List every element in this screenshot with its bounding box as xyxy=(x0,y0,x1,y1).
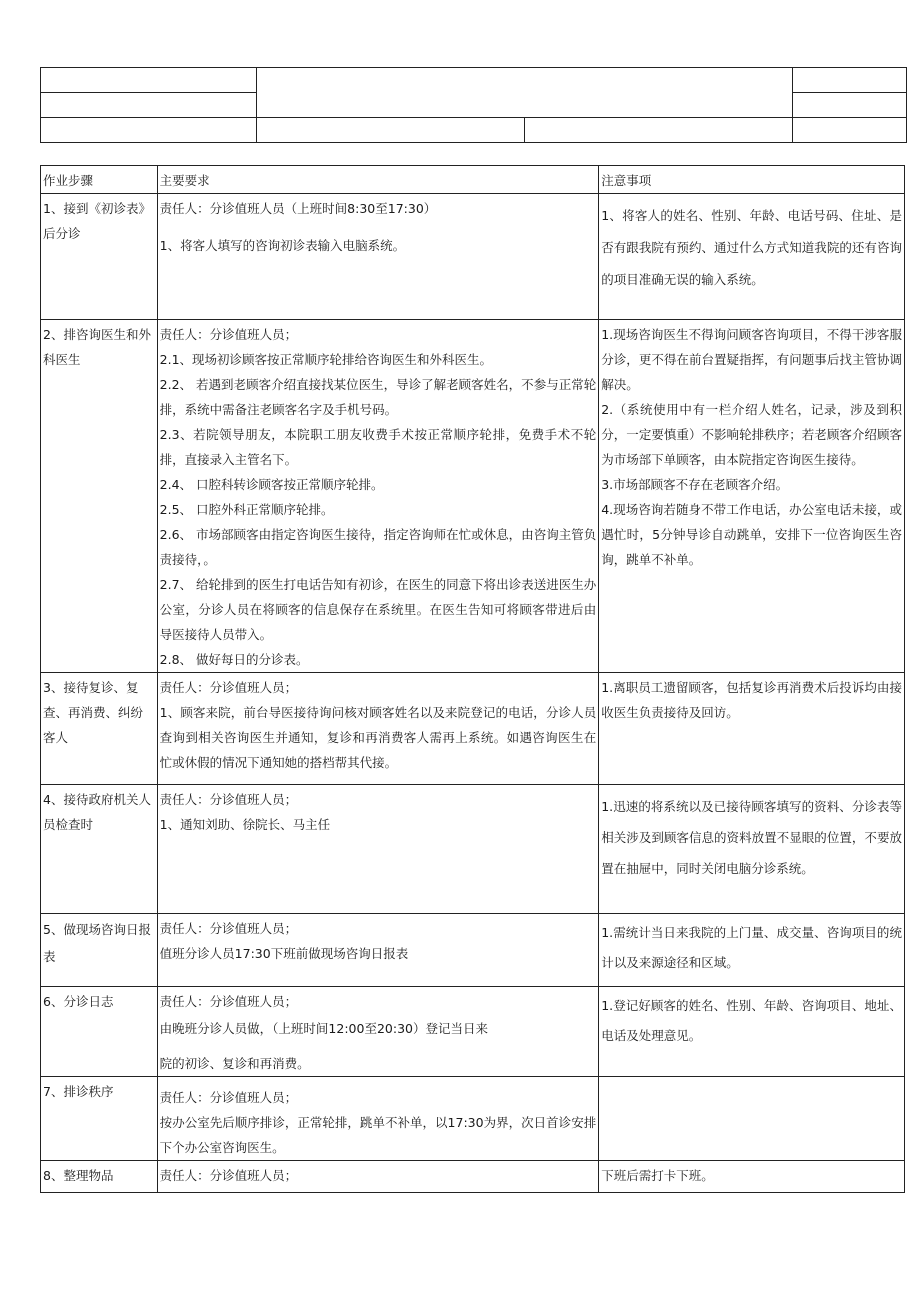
header-cell xyxy=(41,118,257,143)
procedure-table xyxy=(40,165,905,1193)
notes-cell: 1.需统计当日来我院的上门量、成交量、咨询项目的统计以及来源途径和区域。 xyxy=(599,914,905,987)
header-block xyxy=(40,67,907,143)
step-cell: 2、排咨询医生和外科医生 xyxy=(41,320,158,673)
header-cell xyxy=(793,93,907,118)
requirements-cell: 责任人：分诊值班人员（上班时间8:30至17:30） 1、将客人填写的咨询初诊表输入电脑系统。 xyxy=(157,194,599,320)
notes-cell xyxy=(599,1077,905,1161)
notes-cell: 1.现场咨询医生不得询问顾客咨询项目，不得干涉客服分诊，更不得在前台置疑指挥，有问题事后找主管协调解决。 2.（系统使用中有一栏介绍人姓名，记录，涉及到积分，一定要慎重）不影响轮排秩序；若老顾客介绍顾客为市场部下单顾客，由本院指定咨询医生接待。 3.市场部顾客不存在老顾客介绍。 4.现场咨询若随身不带工作电话，办公室电话未接，或遇忙时，5分钟导诊自动跳单，安排下一位咨询医生咨询，跳单不补单。 xyxy=(599,320,905,673)
table-header-row xyxy=(41,166,905,194)
table-row xyxy=(41,914,905,987)
step-cell: 8、整理物品 xyxy=(41,1161,158,1193)
step-cell: 7、排诊秩序 xyxy=(41,1077,158,1161)
requirements-cell: 责任人：分诊值班人员； 按办公室先后顺序排诊，正常轮排，跳单不补单，以17:30为界，次日首诊安排下个办公室咨询医生。 xyxy=(157,1077,599,1161)
table-row xyxy=(41,320,905,673)
header-cell xyxy=(257,118,525,143)
step-cell: 5、做现场咨询日报表 xyxy=(41,914,158,987)
requirements-cell: 责任人：分诊值班人员； 值班分诊人员17:30下班前做现场咨询日报表 xyxy=(157,914,599,987)
requirements-cell: 责任人：分诊值班人员； xyxy=(157,1161,599,1193)
step-cell: 1、接到《初诊表》后分诊 xyxy=(41,194,158,320)
notes-cell: 1.离职员工遗留顾客，包括复诊再消费术后投诉均由接收医生负责接待及回访。 xyxy=(599,673,905,785)
header-title-cell xyxy=(257,68,793,118)
table-row xyxy=(41,673,905,785)
step-cell: 6、分诊日志 xyxy=(41,987,158,1077)
header-cell xyxy=(793,68,907,93)
notes-cell: 1.迅速的将系统以及已接待顾客填写的资料、分诊表等相关涉及到顾客信息的资料放置不显眼的位置，不要放置在抽屉中，同时关闭电脑分诊系统。 xyxy=(599,785,905,914)
column-header-step: 作业步骤 xyxy=(41,166,158,194)
table-row xyxy=(41,1161,905,1193)
table-row xyxy=(41,1077,905,1161)
requirements-cell: 责任人：分诊值班人员； 由晚班分诊人员做，（上班时间12:00至20:30）登记当日来 院的初诊、复诊和再消费。 xyxy=(157,987,599,1077)
table-row xyxy=(41,785,905,914)
table-row xyxy=(41,194,905,320)
notes-cell: 1、将客人的姓名、性别、年龄、电话号码、住址、是否有跟我院有预约、通过什么方式知道我院的还有咨询的项目准确无误的输入系统。 xyxy=(599,194,905,320)
header-cell xyxy=(41,68,257,93)
header-cell xyxy=(793,118,907,143)
column-header-notes: 注意事项 xyxy=(599,166,905,194)
notes-cell: 下班后需打卡下班。 xyxy=(599,1161,905,1193)
requirements-cell: 责任人：分诊值班人员； 1、通知刘助、徐院长、马主任 xyxy=(157,785,599,914)
requirements-cell: 责任人：分诊值班人员； 2.1、现场初诊顾客按正常顺序轮排给咨询医生和外科医生。 2.2、 若遇到老顾客介绍直接找某位医生，导诊了解老顾客姓名，不参与正常轮排，系统中需备注老顾客名字及手机号码。 2.3、若院领导朋友，本院职工朋友收费手术按正常顺序轮排，免费手术不轮排，直接录入主管名下。 2.4、 口腔科转诊顾客按正常顺序轮排。 2.5、 口腔外科正常顺序轮排。 2.6、 市场部顾客由指定咨询医生接待，指定咨询师在忙或休息，由咨询主管负责接待，。 2.7、 给轮排到的医生打电话告知有初诊，在医生的同意下将出诊表送进医生办公室，分诊人员在将顾客的信息保存在系统里。在医生告知可将顾客带进后由导医接待人员带入。 2.8、 做好每日的分诊表。 xyxy=(157,320,599,673)
column-header-requirements: 主要要求 xyxy=(157,166,599,194)
header-cell xyxy=(41,93,257,118)
table-row xyxy=(41,987,905,1077)
header-cell xyxy=(525,118,793,143)
step-cell: 3、接待复诊、复查、再消费、纠纷客人 xyxy=(41,673,158,785)
requirements-cell: 责任人：分诊值班人员； 1、顾客来院，前台导医接待询问核对顾客姓名以及来院登记的电话，分诊人员查询到相关咨询医生并通知，复诊和再消费客人需再上系统。如遇咨询医生在忙或休假的情况下通知她的搭档帮其代接。 xyxy=(157,673,599,785)
step-cell: 4、接待政府机关人员检查时 xyxy=(41,785,158,914)
notes-cell: 1.登记好顾客的姓名、性别、年龄、咨询项目、地址、电话及处理意见。 xyxy=(599,987,905,1077)
